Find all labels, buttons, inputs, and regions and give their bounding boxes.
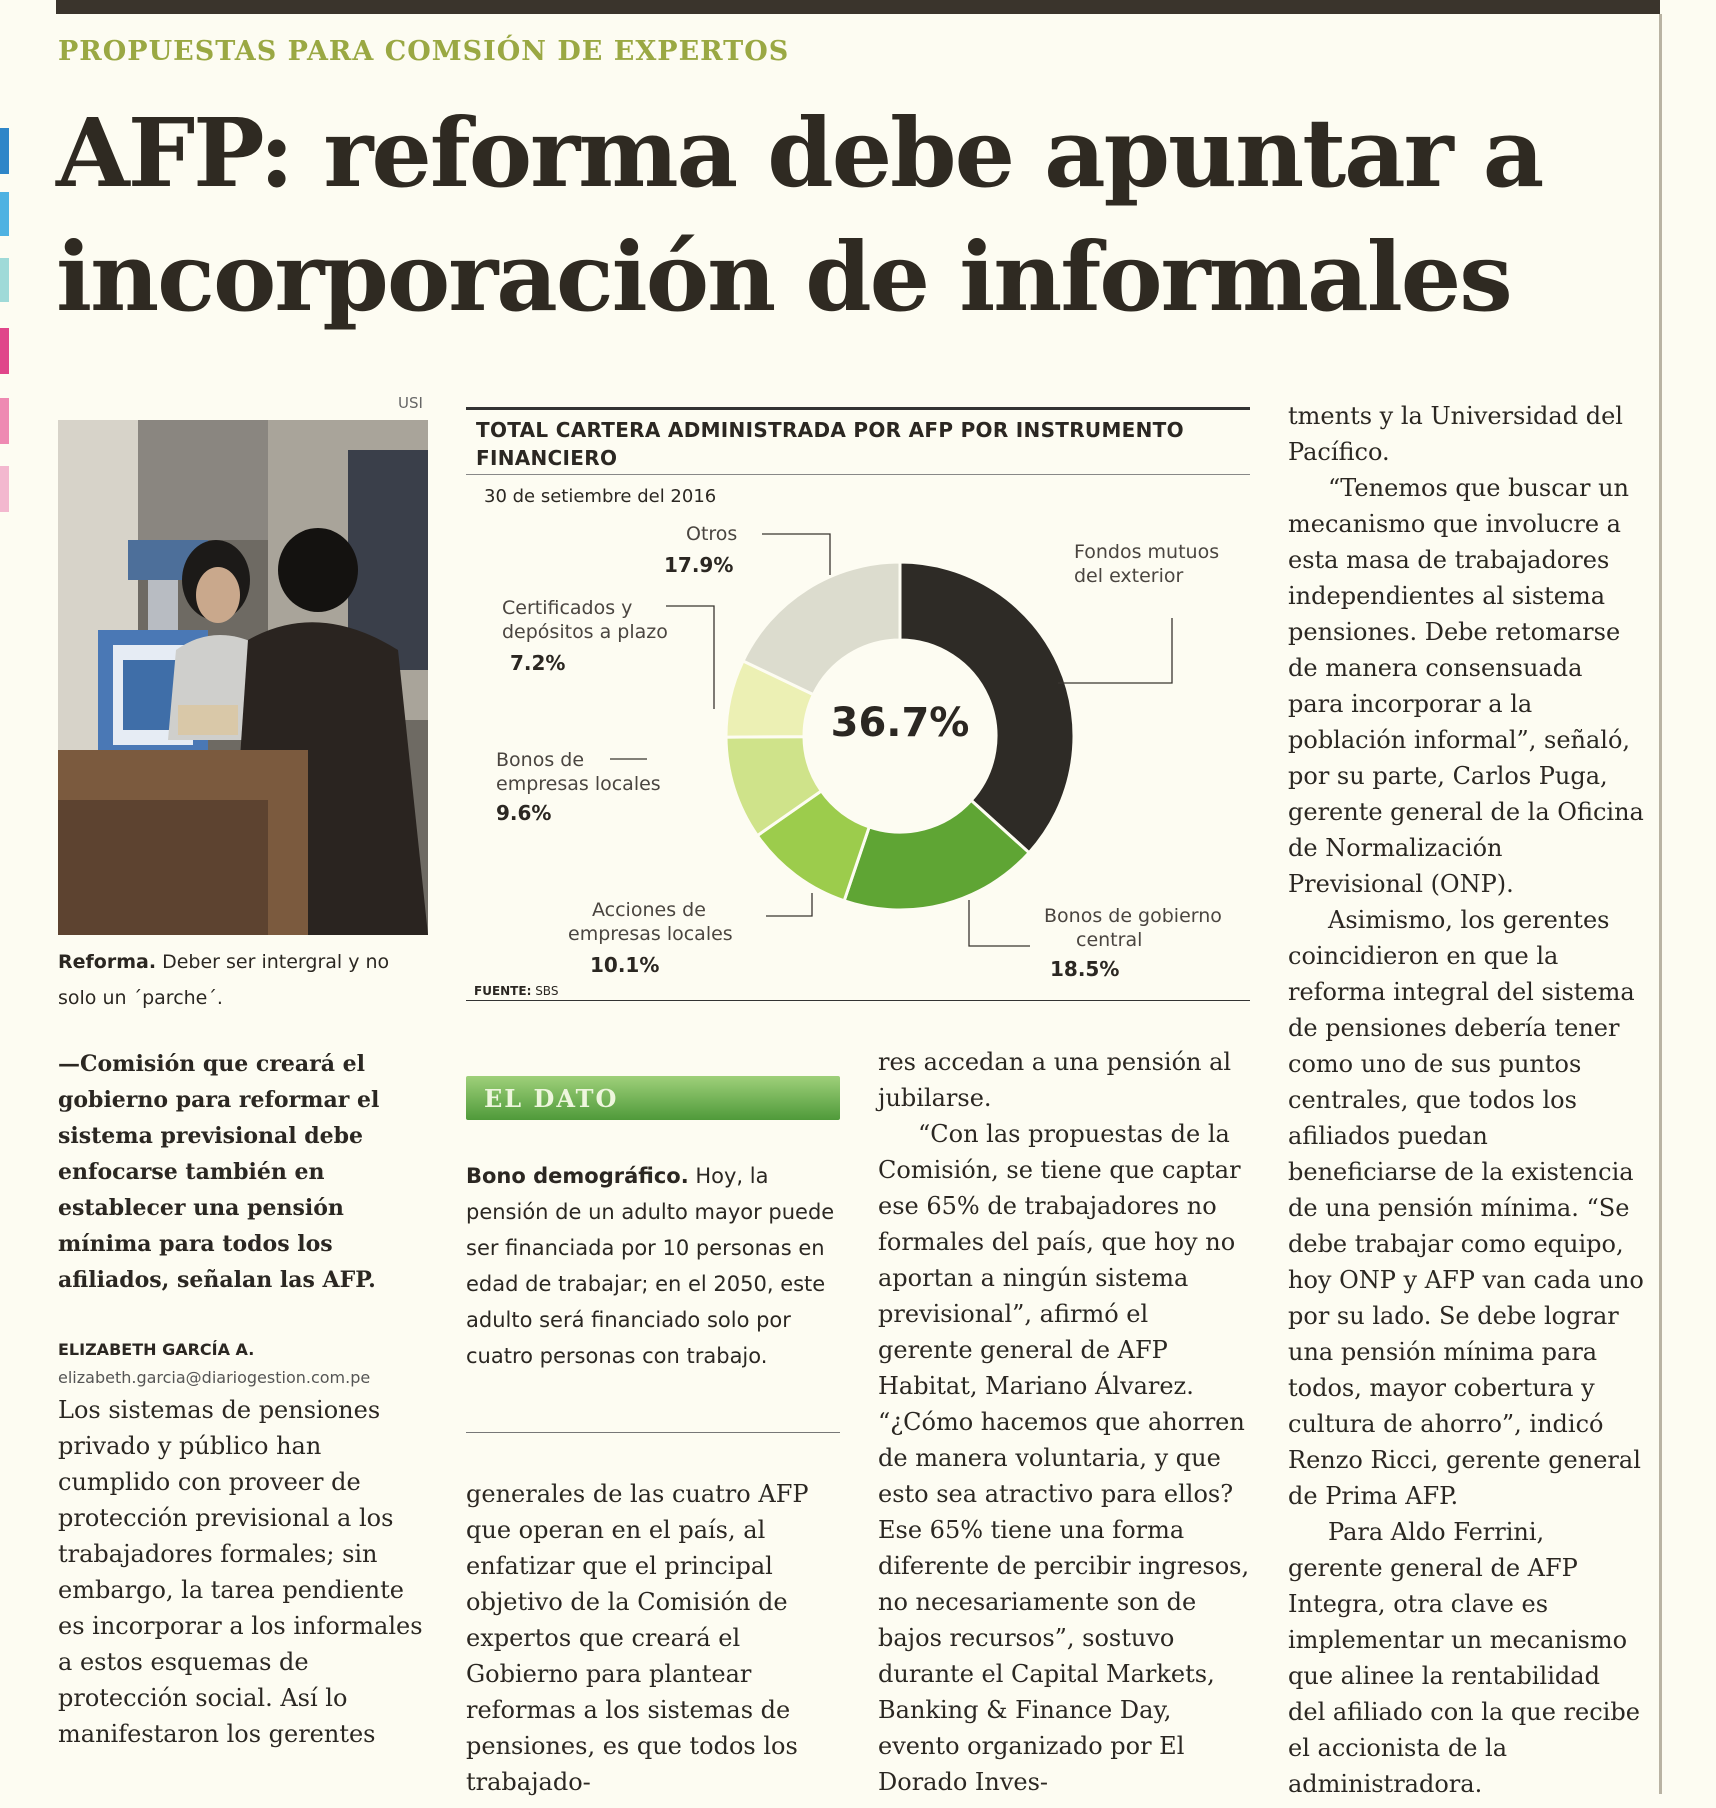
slice-label-certificados-line2: depósitos a plazo <box>502 621 668 643</box>
leader-line-certificados <box>666 606 714 709</box>
article-summary: —Comisión que creará el gobierno para reformar el sistema previsional debe enfocarse también en establecer una pensión mínima para todos los afiliados, señalan las AFP. <box>58 1051 380 1293</box>
headline: AFP: reforma debe apuntar a incorporación de informales <box>56 98 1543 333</box>
el-dato-rule <box>466 1432 840 1433</box>
slice-pct-bonos-gobierno: 18.5% <box>1050 957 1120 981</box>
slice-label-fondos-line1: Fondos mutuos <box>1074 541 1220 563</box>
slice-label-certificados-line1: Certificados y <box>502 597 633 619</box>
el-dato-tab <box>466 1076 840 1120</box>
caption-lead: Reforma. <box>58 951 157 973</box>
author-byline: ELIZABETH GARCÍA A. <box>58 1340 255 1359</box>
body-paragraph: tments y la Universidad del Pacífico. <box>1288 402 1623 466</box>
el-dato-lead: Bono demográfico. <box>466 1164 689 1188</box>
body-paragraph: Asimismo, los gerentes coincidieron en que la reforma integral del sistema de pensiones debería tener como uno de sus puntos centrales, que todos los afiliados puedan beneficiarse de la existencia de una pensión mínima. “Se debe trabajar como equipo, hoy ONP y AFP van cada uno por su lado. Se debe lograr una pensión mínima para todos, mayor cobertura y cultura de ahorro”, indicó Renzo Ricci, gerente general de Prima AFP. <box>1288 906 1644 1510</box>
slice-label-acciones-line1: Acciones de <box>592 899 706 921</box>
chart-subtitle: 30 de setiembre del 2016 <box>484 486 717 507</box>
slice-label-bonos-gobierno-line1: Bonos de gobierno <box>1044 905 1222 927</box>
chart-title: TOTAL CARTERA ADMINISTRADA POR AFP POR INSTRUMENTO FINANCIERO <box>476 418 1184 470</box>
body-column-1 <box>58 1392 430 1752</box>
edge-color-tab-rose <box>0 398 9 444</box>
author-email: elizabeth.garcia@diariogestion.com.pe <box>58 1368 371 1387</box>
section-kicker: PROPUESTAS PARA COMSIÓN DE EXPERTOS <box>58 36 790 67</box>
slice-label-otros: Otros <box>686 523 738 545</box>
photo-caption <box>58 944 430 1016</box>
slice-label-bonos-empresas-line1: Bonos de <box>496 749 585 771</box>
leader-line-otros <box>762 534 830 575</box>
body-paragraph: generales de las cuatro AFP que operan en el país, al enfatizar que el principal objetivo de la Comisión de expertos que creará el Gobierno para plantear reformas a los sistemas de pensiones, es que todos los trabajado- <box>466 1480 809 1796</box>
el-dato-text <box>466 1158 838 1374</box>
el-dato-label: EL DATO <box>484 1084 619 1113</box>
chart-title-rule <box>466 474 1250 475</box>
slice-pct-certificados: 7.2% <box>510 651 566 675</box>
donut-chart <box>466 510 1250 990</box>
slice-label-acciones-line2: empresas locales <box>568 923 733 945</box>
slice-label-fondos-line2: del exterior <box>1074 565 1184 587</box>
body-column-2 <box>466 1476 838 1800</box>
leader-line-fondos <box>1058 618 1172 683</box>
right-column-rule <box>1659 14 1662 1794</box>
body-paragraph: res accedan a una pensión al jubilarse. <box>878 1048 1232 1112</box>
chart-source <box>474 984 558 998</box>
leader-line-bonos-gobierno <box>969 900 1030 946</box>
body-paragraph: “Con las propuestas de la Comisión, se tiene que captar ese 65% de trabajadores no formales del país, que hoy no aportan a ningún sistema previsional”, afirmó el gerente general de AFP Habitat, Mariano Álvarez. “¿Cómo hacemos que ahorren de manera voluntaria, y que esto sea atractivo para ellos? Ese 65% tiene una forma diferente de percibir ingresos, no necesariamente son de bajos recursos”, sostuvo durante el Capital Markets, Banking & Finance Day, evento organizado por El Dorado Inves- <box>878 1120 1250 1796</box>
leader-line-acciones <box>766 893 812 916</box>
article-photo <box>58 420 428 935</box>
el-dato-body: Hoy, la pensión de un adulto mayor puede ser financiada por 10 personas en edad de trabajar; en el 2050, este adulto será financiado solo por cuatro personas con trabajo. <box>466 1164 835 1368</box>
chart-bottom-rule <box>466 1000 1250 1001</box>
body-paragraph: “Tenemos que buscar un mecanismo que involucre a esta masa de trabajadores independientes al sistema pensiones. Debe retomarse de manera consensuada para incorporar a la población informal”, señaló, por su parte, Carlos Puga, gerente general de la Oficina de Normalización Previsional (ONP). <box>1288 474 1644 898</box>
body-paragraph: Los sistemas de pensiones privado y público han cumplido con proveer de protección previsional a los trabajadores formales; sin embargo, la tarea pendiente es incorporar a los informales a estos esquemas de protección social. Así lo manifestaron los gerentes <box>58 1396 423 1748</box>
body-paragraph: Para Aldo Ferrini, gerente general de AFP Integra, otra clave es implementar un mecanismo que alinee la rentabilidad del afiliado con la que recibe el accionista de la administradora. <box>1288 1518 1640 1798</box>
body-column-3 <box>878 1044 1250 1800</box>
edge-color-tab-lightpink <box>0 466 9 512</box>
chart-source-label: FUENTE: <box>474 984 532 998</box>
edge-color-tab-teal <box>0 258 9 302</box>
edge-color-tab-lightblue <box>0 192 9 236</box>
slice-label-bonos-empresas-line2: empresas locales <box>496 773 661 795</box>
slice-label-bonos-gobierno-line2: central <box>1076 929 1143 951</box>
slice-pct-acciones: 10.1% <box>590 953 660 977</box>
donut-center-value: 36.7% <box>830 700 970 746</box>
chart-source-value: SBS <box>531 984 559 998</box>
top-rule <box>56 0 1660 14</box>
slice-pct-bonos-empresas: 9.6% <box>496 801 552 825</box>
chart-top-rule <box>466 407 1250 410</box>
edge-color-tab-pink <box>0 328 9 374</box>
photo-credit: USI <box>398 394 423 412</box>
slice-pct-otros: 17.9% <box>664 553 734 577</box>
body-column-4 <box>1288 398 1644 1802</box>
caption-text: Deber ser intergral y no solo un ´parche´. <box>58 951 390 1009</box>
edge-color-tab-blue <box>0 128 9 174</box>
